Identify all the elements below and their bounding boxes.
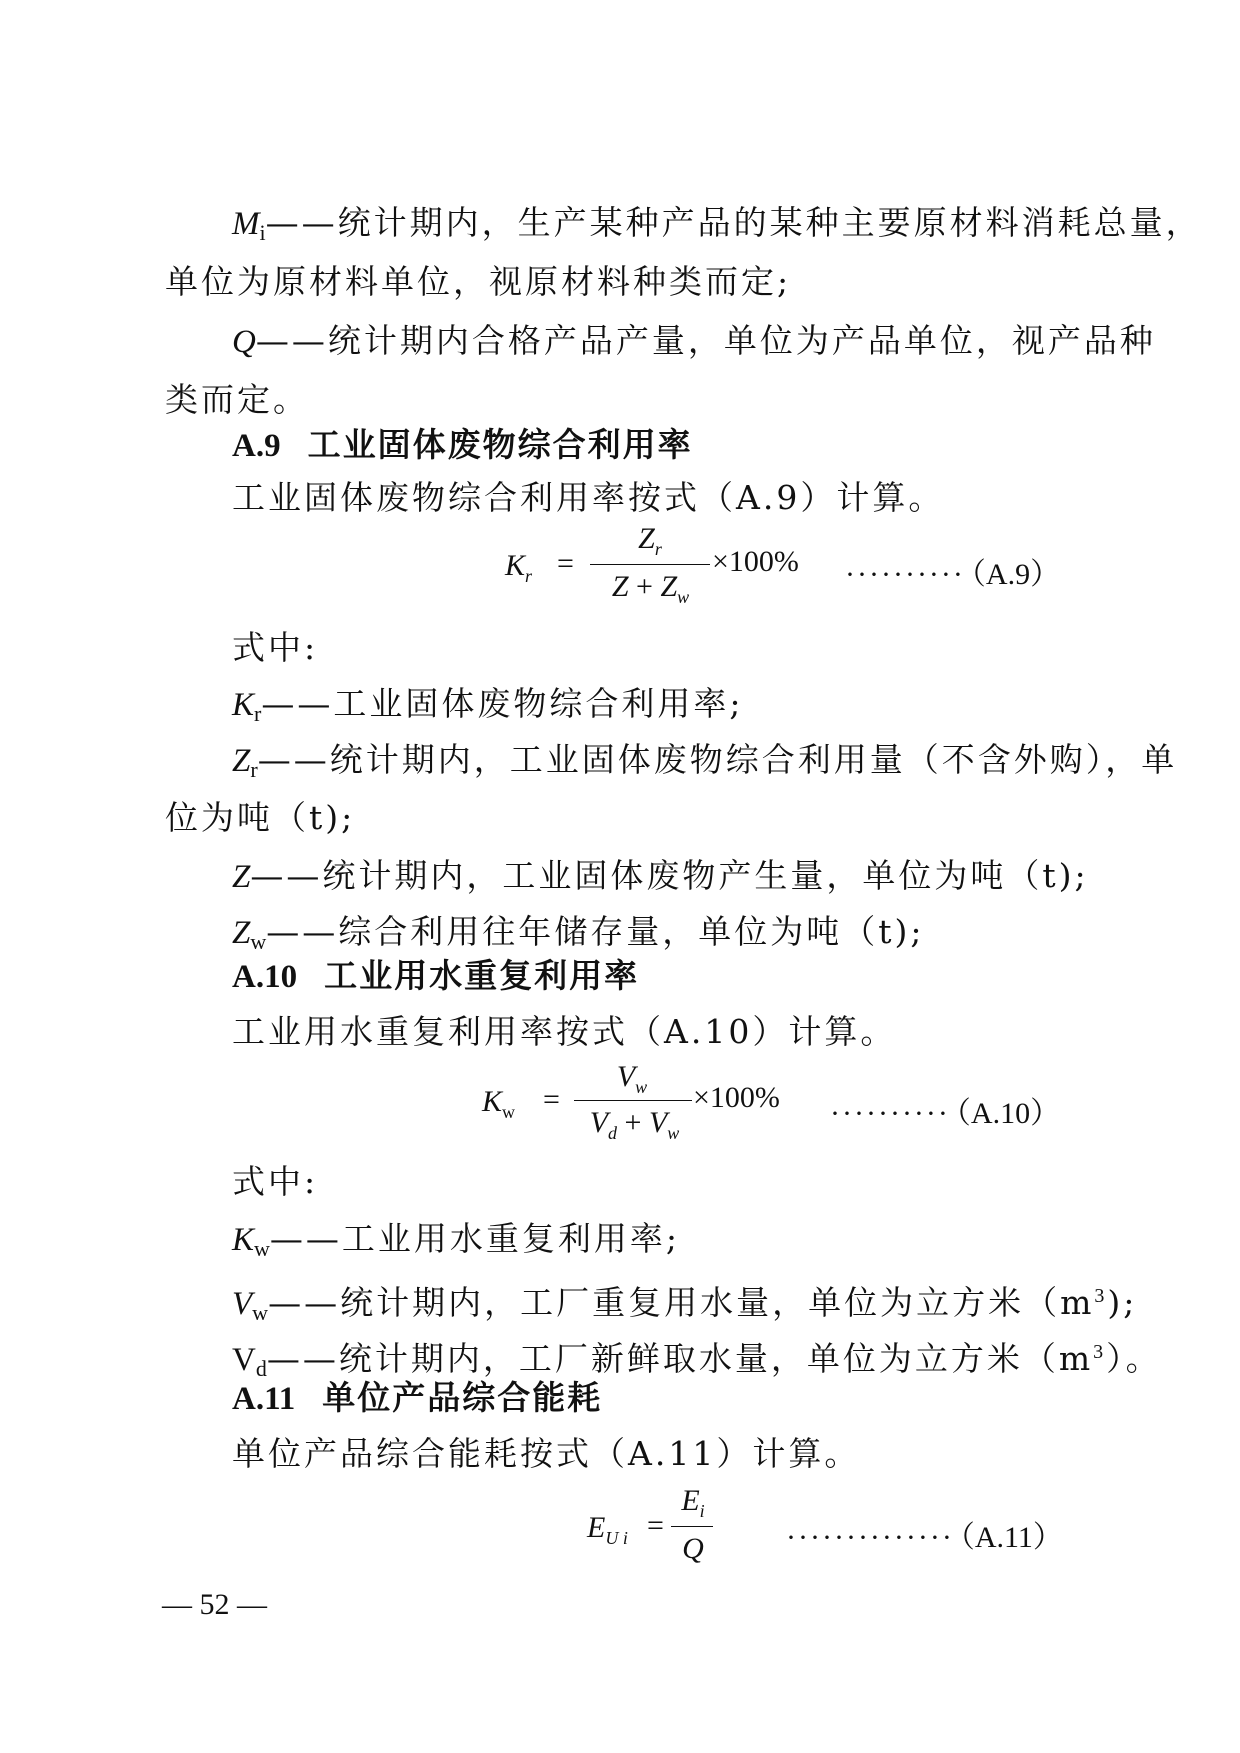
definition-q-continuation: 类而定。 (165, 380, 309, 419)
symbol-mi-subscript: i (259, 220, 266, 245)
formula-a10-denominator (572, 1106, 697, 1143)
definition-vd-tail: ）。 (1106, 1339, 1162, 1378)
definition-mi (232, 203, 1202, 247)
formula-a9-multiplier: ×100% (712, 545, 799, 578)
definition-zw (232, 912, 925, 956)
formula-a11-lhs (587, 1511, 628, 1548)
symbol-zw: Z (232, 915, 251, 951)
page-number: — 52 — (162, 1588, 267, 1621)
formula-a10-denominator-vw: V (648, 1106, 668, 1139)
section-title-a11: 单位产品综合能耗 (322, 1378, 603, 1417)
definition-kw (232, 1219, 680, 1263)
symbol-zr-subscript: r (250, 757, 258, 782)
formula-a11-numerator-subscript: i (699, 1501, 705, 1521)
formula-a9-denominator (588, 570, 713, 607)
formula-a10-lhs-symbol: K (482, 1085, 503, 1118)
equation-leader-dots-a11: ·············· (786, 1521, 954, 1554)
symbol-vw-subscript: w (252, 1300, 269, 1325)
definition-vd-superscript: 3 (1093, 1341, 1107, 1363)
where-label-a10: 式中: (232, 1162, 319, 1201)
section-number-a10: A.10 (232, 959, 298, 995)
definition-zr (232, 740, 1177, 784)
definition-zr-text: ——统计期内，工业固体废物综合利用量（不含外购），单 (257, 740, 1178, 779)
definition-vw (232, 1276, 1137, 1327)
formula-a9-denominator-zw: Z (660, 570, 678, 603)
section-number-a11: A.11 (232, 1381, 296, 1417)
formula-a10-denominator-vd-subscript: d (608, 1123, 618, 1143)
formula-a10-numerator-symbol: V (616, 1060, 636, 1093)
where-label-a9: 式中: (232, 628, 319, 667)
equation-number-a11 (786, 1512, 1063, 1556)
equation-number-a10 (830, 1088, 1060, 1132)
equation-leader-dots-a9: ·········· (845, 558, 965, 591)
definition-mi-continuation: 单位为原材料单位，视原材料种类而定; (165, 262, 792, 301)
definition-vw-text: ——统计期内，工厂重复用水量，单位为立方米（m (268, 1283, 1095, 1322)
symbol-q: Q (232, 324, 256, 360)
definition-mi-text: ——统计期内，生产某种产品的某种主要原材料消耗总量， (265, 203, 1202, 242)
definition-vd-text: ——统计期内，工厂新鲜取水量，单位为立方米（m (266, 1339, 1094, 1378)
symbol-z: Z (232, 859, 251, 895)
formula-a9-equals: = (557, 547, 574, 580)
definition-q (232, 321, 1156, 362)
equation-number-a9 (845, 549, 1060, 593)
symbol-kw-subscript: w (254, 1236, 270, 1261)
formula-a9-lhs-symbol: K (505, 549, 526, 582)
formula-a9-denominator-subscript: w (677, 587, 690, 607)
formula-a10-lhs-subscript: w (502, 1102, 516, 1122)
definition-zw-text: ——综合利用往年储存量，单位为吨（t); (266, 912, 925, 951)
formula-a11-lhs-subscript: U i (605, 1528, 628, 1548)
symbol-vd-subscript: d (255, 1356, 267, 1381)
symbol-zr: Z (232, 743, 251, 779)
section-heading-a9 (232, 425, 693, 466)
symbol-zw-subscript: w (250, 929, 267, 954)
section-heading-a11 (232, 1378, 602, 1419)
intro-a11: 单位产品综合能耗按式（A.11）计算。 (232, 1434, 861, 1473)
definition-kr-text: ——工业固体废物综合利用率; (261, 684, 744, 723)
formula-a11-equals: = (647, 1509, 664, 1542)
section-heading-a10 (232, 956, 639, 997)
formula-a9-fraction-bar (590, 564, 710, 565)
equation-tag-a11: （A.11） (959, 1521, 1063, 1554)
formula-a10-lhs (482, 1085, 516, 1122)
formula-a9-denominator-z: Z (611, 570, 629, 603)
symbol-kr-subscript: r (254, 701, 262, 726)
formula-a9-lhs-subscript: r (525, 566, 533, 586)
formula-a11-denominator: Q (682, 1532, 704, 1565)
definition-z (232, 856, 1089, 897)
symbol-kw: K (232, 1222, 255, 1258)
definition-kr (232, 684, 743, 728)
formula-a10-fraction-bar (574, 1100, 692, 1101)
formula-a9 (500, 522, 800, 612)
definition-zr-continuation: 位为吨（t); (165, 798, 356, 837)
section-number-a9: A.9 (232, 428, 281, 464)
formula-a9-lhs (505, 549, 533, 586)
formula-a10-multiplier: ×100% (693, 1081, 780, 1114)
equation-tag-a10: （A.10） (955, 1097, 1061, 1130)
symbol-mi: M (232, 206, 260, 242)
definition-kw-text: ——工业用水重复利用率; (269, 1219, 681, 1258)
definition-vw-superscript: 3 (1094, 1285, 1108, 1307)
definition-vd (232, 1332, 1162, 1383)
symbol-vw: V (232, 1286, 253, 1322)
formula-a10-denominator-vw-subscript: w (667, 1123, 680, 1143)
section-title-a10: 工业用水重复利用率 (324, 956, 640, 995)
definition-z-text: ——统计期内，工业固体废物产生量，单位为吨（t); (250, 856, 1089, 895)
formula-a11-numerator (668, 1484, 718, 1521)
formula-a11-fraction-bar (671, 1526, 713, 1527)
formula-a10-plus: + (624, 1106, 642, 1139)
formula-a11 (583, 1484, 723, 1574)
formula-a11-numerator-symbol: E (681, 1484, 700, 1517)
formula-a9-numerator-subscript: r (654, 539, 662, 559)
formula-a9-numerator (595, 522, 705, 559)
formula-a10-equals: = (543, 1083, 560, 1116)
formula-a10-numerator (577, 1060, 687, 1097)
intro-a10: 工业用水重复利用率按式（A.10）计算。 (232, 1012, 897, 1051)
formula-a10-denominator-vd: V (589, 1106, 609, 1139)
formula-a10-numerator-subscript: w (635, 1077, 648, 1097)
definition-q-text: ——统计期内合格产品产量，单位为产品单位，视产品种 (255, 321, 1156, 360)
formula-a10 (477, 1060, 780, 1150)
equation-leader-dots-a10: ·········· (830, 1097, 950, 1130)
symbol-kr: K (232, 687, 255, 723)
symbol-vd: V (232, 1342, 256, 1378)
definition-vw-tail: ); (1107, 1283, 1138, 1322)
section-title-a9: 工业固体废物综合利用率 (307, 425, 693, 464)
formula-a9-plus: + (636, 570, 653, 603)
equation-tag-a9: （A.9） (970, 558, 1061, 591)
formula-a9-numerator-symbol: Z (638, 522, 655, 555)
intro-a9: 工业固体废物综合利用率按式（A.9）计算。 (232, 478, 945, 517)
formula-a11-lhs-symbol: E (587, 1511, 606, 1544)
